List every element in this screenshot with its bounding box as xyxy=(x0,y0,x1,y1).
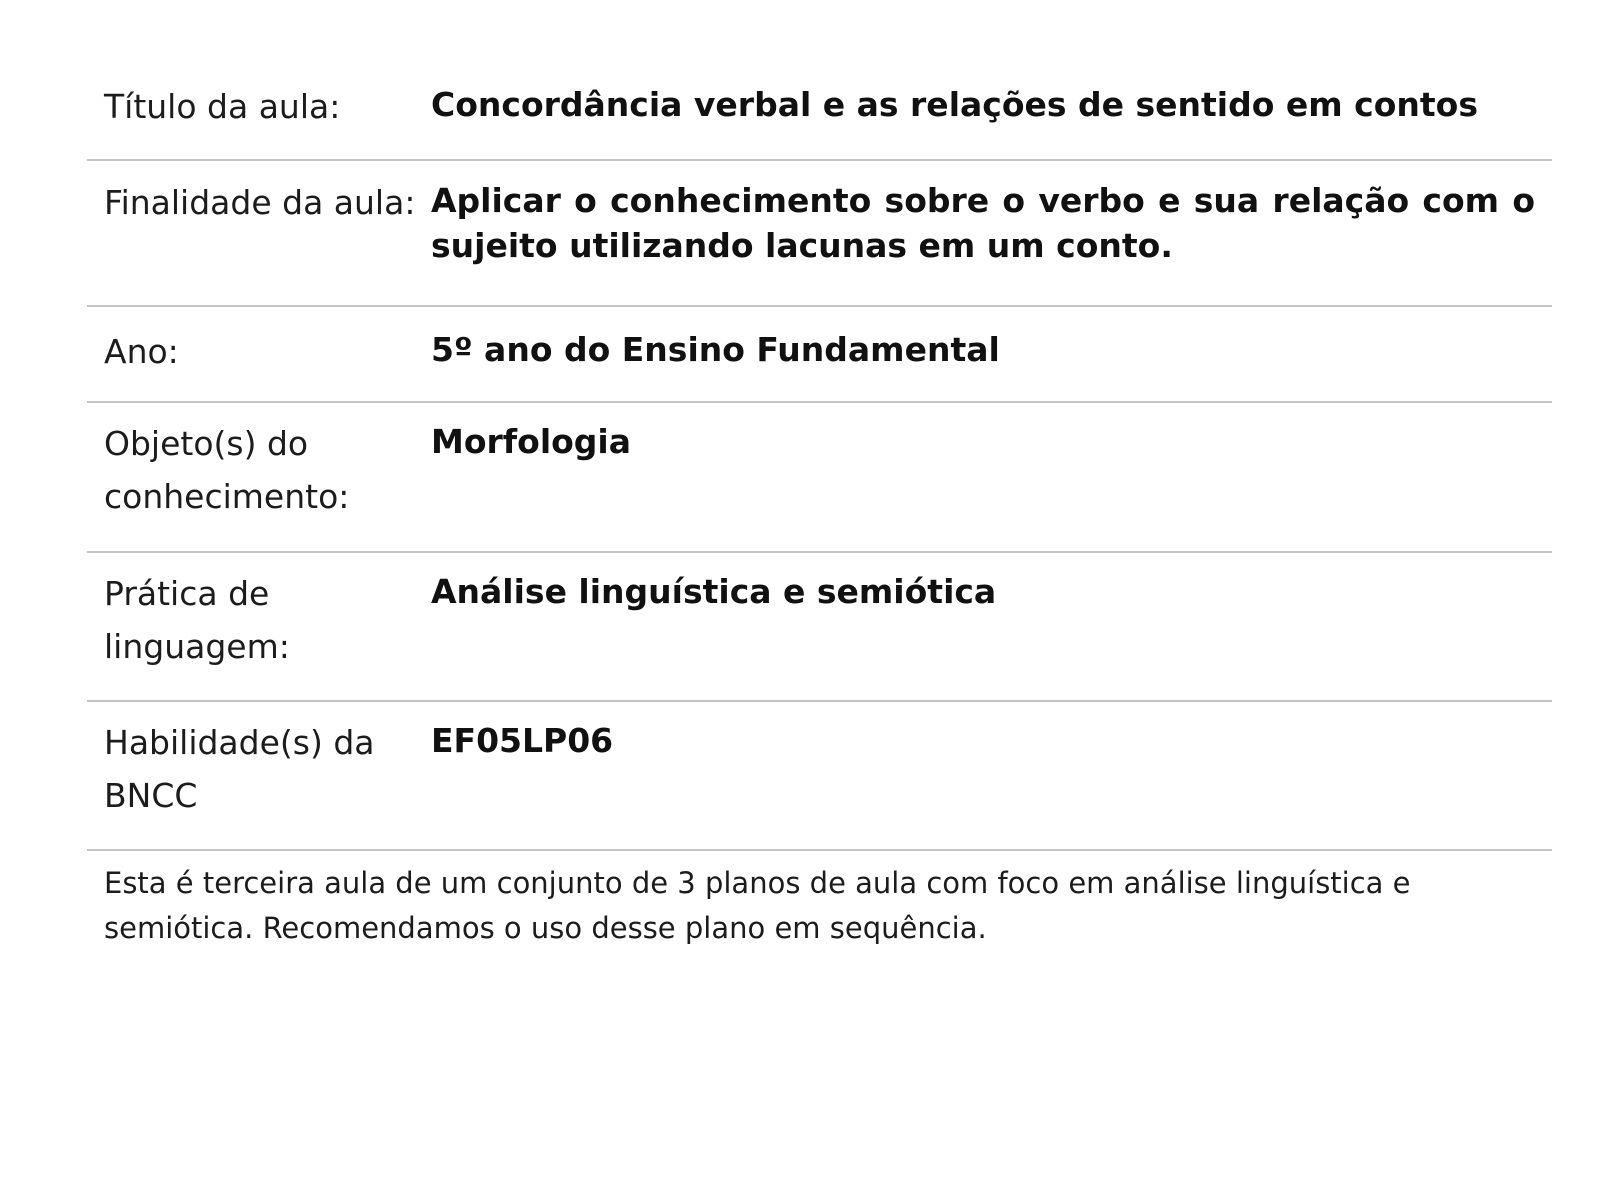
value-objeto: Morfologia xyxy=(431,422,631,461)
row-objeto xyxy=(87,403,1552,553)
row-habilidade xyxy=(87,702,1552,851)
row-pratica xyxy=(87,553,1552,702)
label-finalidade: Finalidade da aula: xyxy=(104,183,416,222)
sequence-note: Esta é terceira aula de um conjunto de 3 planos de aula com foco em análise linguística e semiótica. Recomendamos o uso desse plano em sequência. xyxy=(104,866,1411,945)
lesson-plan-table xyxy=(87,62,1552,951)
value-finalidade: Aplicar o conhecimento sobre o verbo e sua relação com o sujeito utilizando lacunas em um conto. xyxy=(431,181,1535,265)
label-habilidade: Habilidade(s) da BNCC xyxy=(104,723,375,815)
label-pratica: Prática de linguagem: xyxy=(104,574,290,666)
row-ano xyxy=(87,307,1552,403)
value-pratica: Análise linguística e semiótica xyxy=(431,572,997,611)
value-habilidade: EF05LP06 xyxy=(431,721,614,760)
label-titulo: Título da aula: xyxy=(104,87,341,126)
value-titulo: Concordância verbal e as relações de sentido em contos xyxy=(431,85,1478,124)
label-objeto: Objeto(s) do conhecimento: xyxy=(104,424,350,516)
label-ano: Ano: xyxy=(104,332,179,371)
row-titulo xyxy=(87,62,1552,161)
row-finalidade xyxy=(87,161,1552,307)
value-ano: 5º ano do Ensino Fundamental xyxy=(431,330,1000,369)
